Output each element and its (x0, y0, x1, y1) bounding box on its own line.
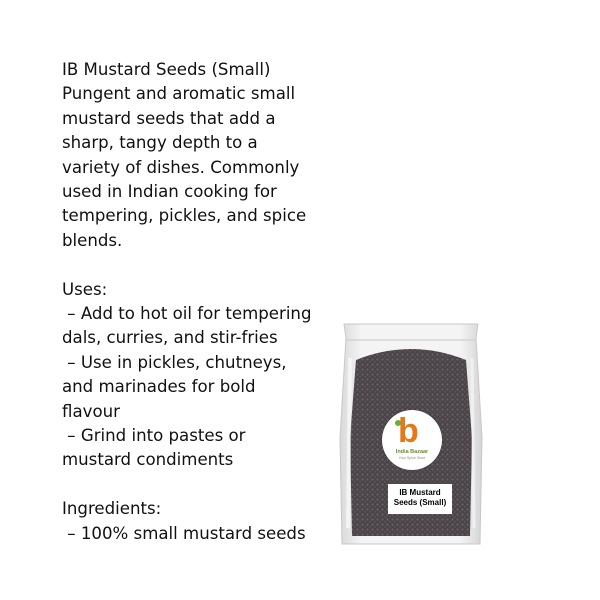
ingredients-line: – 100% small mustard seeds (62, 523, 306, 543)
uses-line: – Grind into pastes or (62, 426, 246, 446)
uses-line: – Add to hot oil for tempering (62, 304, 312, 324)
logo-letter: b (398, 412, 419, 450)
description-line: tempering, pickles, and spice (62, 206, 307, 226)
product-title: IB Mustard Seeds (Small) (62, 60, 271, 79)
description-line: sharp, tangy depth to a (62, 133, 258, 153)
brand-tagline: Your Spice Store (398, 456, 426, 460)
description-line: mustard seeds that add a (62, 108, 276, 128)
product-label (388, 484, 452, 514)
product-pouch-image (336, 318, 486, 550)
uses-line: – Use in pickles, chutneys, (62, 352, 287, 372)
spacer (62, 253, 347, 277)
spacer (62, 473, 347, 497)
label-line-2: Seeds (Small) (393, 498, 447, 507)
ingredients-heading: Ingredients: (62, 499, 162, 519)
uses-line: mustard condiments (62, 450, 234, 470)
description-line: blends. (62, 230, 123, 250)
uses-line: and marinades for bold (62, 377, 256, 397)
uses-line: dals, curries, and stir-fries (62, 328, 278, 348)
description-line: Pungent and aromatic small (62, 84, 296, 104)
brand-logo (382, 410, 442, 470)
description-line: used in Indian cooking for (62, 182, 277, 202)
label-line-1: IB Mustard (399, 488, 441, 497)
brand-name: India Bazaar (395, 449, 429, 455)
product-description (62, 58, 347, 546)
uses-heading: Uses: (62, 279, 108, 299)
description-line: variety of dishes. Commonly (62, 157, 300, 177)
uses-line: flavour (62, 401, 120, 421)
